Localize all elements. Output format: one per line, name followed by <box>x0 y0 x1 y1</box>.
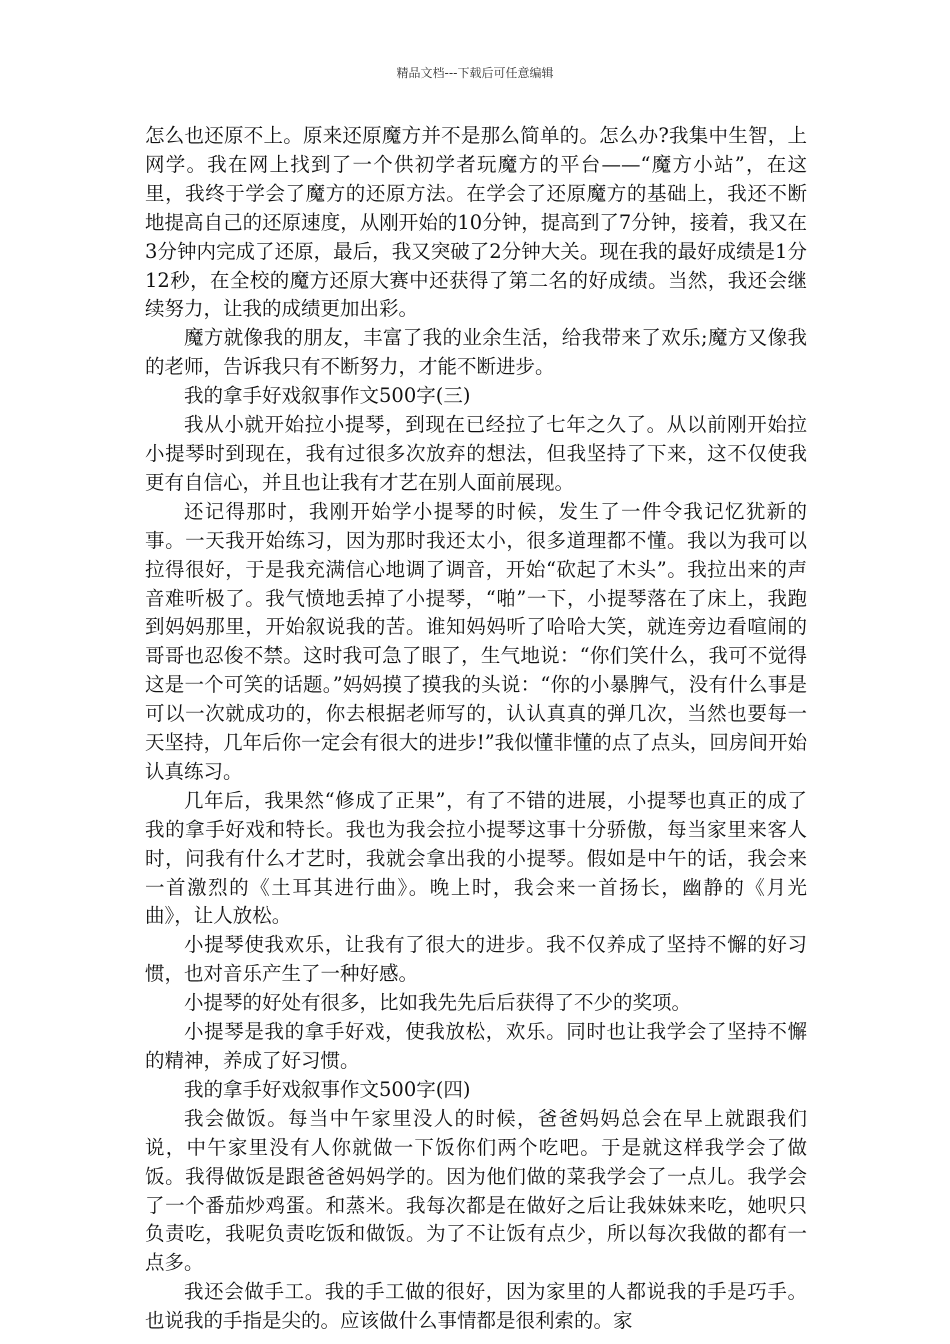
page-header: 精品文档---下载后可任意编辑 <box>396 66 554 80</box>
paragraph: 小提琴的好处有很多，比如我先先后后获得了不少的奖项。 <box>184 991 692 1015</box>
paragraph: 小提琴使我欢乐，让我有了很大的进步。我不仅养成了坚持不懈的好习惯，也对音乐产生了一种好感。 <box>145 933 807 986</box>
document-body <box>145 122 807 1336</box>
section-heading: 我的拿手好戏叙事作文500字(四) <box>184 1077 471 1101</box>
paragraph: 我会做饭。每当中午家里没人的时候，爸爸妈妈总会在早上就跟我们说，中午家里没有人你就做一下饭你们两个吃吧。于是就这样我学会了做饭。我得做饭是跟爸爸妈妈学的。因为他们做的菜我学会了一点儿。我学会了一个番茄炒鸡蛋。和蒸米。我每次都是在做好之后让我妹妹来吃，她呎只负责吃，我呢负责吃饭和做饭。为了不让饭有点少，所以每次我做的都有一点多。 <box>145 1106 807 1275</box>
paragraph: 怎么也还原不上。原来还原魔方并不是那么简单的。怎么办?我集中生智，上网学。我在网上找到了一个供初学者玩魔方的平台——“魔方小站”，在这里，我终于学会了魔方的还原方法。在学会了还原魔方的基础上，我还不断地提高自己的还原速度，从刚开始的10分钟，提高到了7分钟，接着，我又在3分钟内完成了还原，最后，我又突破了2分钟大关。现在我的最好成绩是1分12秒，在全校的魔方还原大赛中还获得了第二名的好成绩。当然，我还会继续努力，让我的成绩更加出彩。 <box>145 124 807 321</box>
section-heading: 我的拿手好戏叙事作文500字(三) <box>184 384 471 408</box>
paragraph: 我从小就开始拉小提琴，到现在已经拉了七年之久了。从以前刚开始拉小提琴时到现在，我有过很多次放弃的想法，但我坚持了下来，这不仅使我更有自信心，并且也让我有才艺在别人面前展现。 <box>145 413 807 494</box>
paragraph: 我还会做手工。我的手工做的很好，因为家里的人都说我的手是巧手。也说我的手指是尖的。应该做什么事情都是很利索的。家 <box>145 1280 807 1333</box>
paragraph: 魔方就像我的朋友，丰富了我的业余生活，给我带来了欢乐;魔方又像我的老师，告诉我只有不断努力，才能不断进步。 <box>145 326 807 379</box>
paragraph: 几年后，我果然“修成了正果”，有了不错的进展，小提琴也真正的成了我的拿手好戏和特长。我也为我会拉小提琴这事十分骄傲，每当家里来客人时，问我有什么才艺时，我就会拿出我的小提琴。假如是中午的话，我会来一首激烈的《土耳其进行曲》。晚上时，我会来一首扬长，幽静的《月光曲》，让人放松。 <box>145 788 807 928</box>
paragraph: 小提琴是我的拿手好戏，使我放松，欢乐。同时也让我学会了坚持不懈的精神，养成了好习惯。 <box>145 1020 807 1072</box>
paragraph: 还记得那时，我刚开始学小提琴的时候，发生了一件令我记忆犹新的事。一天我开始练习，因为那时我还太小，很多道理都不懂。我以为我可以拉得很好，于是我充满信心地调了调音，开始“砍起了木头”。我拉出来的声音难听极了。我气愤地丢掉了小提琴，“啪”一下，小提琴落在了床上，我跑到妈妈那里，开始叙说我的苦。谁知妈妈听了哈哈大笑，就连旁边看喧闹的哥哥也忍俊不禁。这时我可急了眼了，生气地说：“你们笑什么，我可不觉得这是一个可笑的话题。”妈妈摸了摸我的头说：“你的小暴脾气，没有什么事是可以一次就成功的，你去根据老师写的，认认真真的弹几次，当然也要每一天坚持，几年后你一定会有很大的进步!”我似懂非懂的点了点头，回房间开始认真练习。 <box>145 499 807 783</box>
